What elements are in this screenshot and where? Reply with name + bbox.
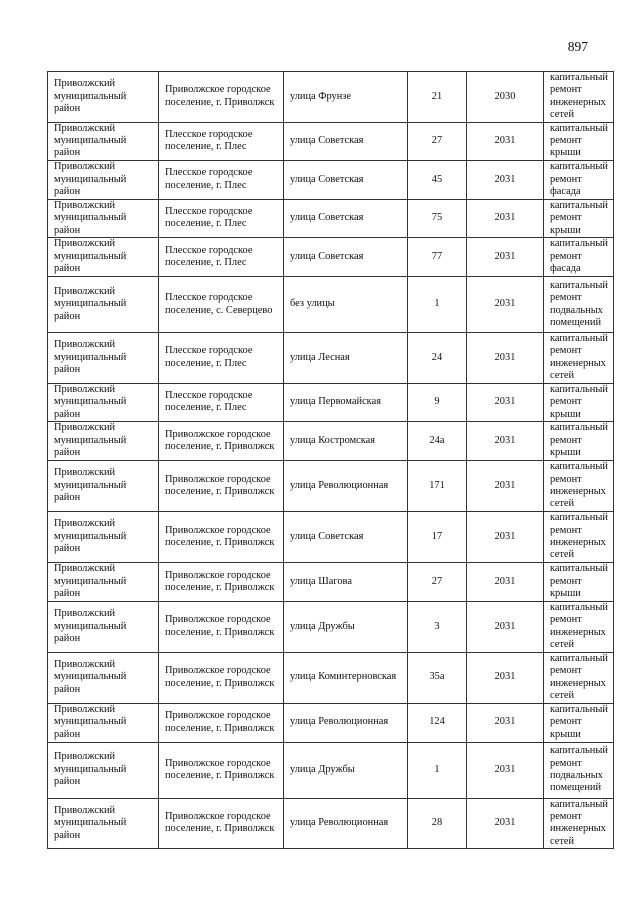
district-cell: Приволжский муниципальный район — [48, 333, 159, 384]
street-cell: улица Советская — [284, 160, 408, 199]
house-number-cell: 45 — [408, 160, 467, 199]
district-cell: Приволжский муниципальный район — [48, 511, 159, 562]
street-cell: улица Революционная — [284, 460, 408, 511]
house-number-cell: 1 — [408, 277, 467, 333]
house-number-cell: 3 — [408, 601, 467, 652]
house-number-cell: 171 — [408, 460, 467, 511]
year-cell: 2031 — [467, 742, 544, 798]
house-number-cell: 24 — [408, 333, 467, 384]
settlement-cell: Плесское городское поселение, г. Плес — [159, 199, 284, 237]
house-number-cell: 124 — [408, 703, 467, 742]
year-cell: 2031 — [467, 798, 544, 849]
year-cell: 2031 — [467, 703, 544, 742]
year-cell: 2031 — [467, 277, 544, 333]
work-type-cell: капитальный ремонт фасада — [544, 160, 614, 199]
settlement-cell: Приволжское городское поселение, г. Приволжск — [159, 511, 284, 562]
house-number-cell: 1 — [408, 742, 467, 798]
table-row — [48, 798, 614, 849]
settlement-cell: Приволжское городское поселение, г. Приволжск — [159, 460, 284, 511]
table-body — [48, 72, 614, 849]
table-row — [48, 742, 614, 798]
year-cell: 2031 — [467, 652, 544, 703]
year-cell: 2031 — [467, 122, 544, 160]
street-cell: улица Фрунзе — [284, 72, 408, 123]
work-type-cell: капитальный ремонт подвальных помещений — [544, 742, 614, 798]
work-type-cell: капитальный ремонт подвальных помещений — [544, 277, 614, 333]
house-number-cell: 27 — [408, 562, 467, 601]
settlement-cell: Приволжское городское поселение, г. Приволжск — [159, 652, 284, 703]
table-row — [48, 421, 614, 460]
settlement-cell: Плесское городское поселение, г. Плес — [159, 333, 284, 384]
district-cell: Приволжский муниципальный район — [48, 277, 159, 333]
settlement-cell: Приволжское городское поселение, г. Приволжск — [159, 601, 284, 652]
district-cell: Приволжский муниципальный район — [48, 160, 159, 199]
work-type-cell: капитальный ремонт инженерных сетей — [544, 798, 614, 849]
street-cell: улица Советская — [284, 511, 408, 562]
settlement-cell: Плесское городское поселение, г. Плес — [159, 160, 284, 199]
table-row — [48, 562, 614, 601]
district-cell: Приволжский муниципальный район — [48, 238, 159, 277]
district-cell: Приволжский муниципальный район — [48, 383, 159, 421]
district-cell: Приволжский муниципальный район — [48, 122, 159, 160]
work-type-cell: капитальный ремонт фасада — [544, 238, 614, 277]
street-cell: без улицы — [284, 277, 408, 333]
house-number-cell: 75 — [408, 199, 467, 237]
year-cell: 2031 — [467, 160, 544, 199]
district-cell: Приволжский муниципальный район — [48, 703, 159, 742]
table-row — [48, 199, 614, 237]
district-cell: Приволжский муниципальный район — [48, 72, 159, 123]
settlement-cell: Приволжское городское поселение, г. Приволжск — [159, 798, 284, 849]
settlement-cell: Плесское городское поселение, г. Плес — [159, 122, 284, 160]
work-type-cell: капитальный ремонт инженерных сетей — [544, 460, 614, 511]
street-cell: улица Советская — [284, 122, 408, 160]
street-cell: улица Шагова — [284, 562, 408, 601]
street-cell: улица Лесная — [284, 333, 408, 384]
year-cell: 2031 — [467, 333, 544, 384]
street-cell: улица Революционная — [284, 798, 408, 849]
settlement-cell: Приволжское городское поселение, г. Приволжск — [159, 421, 284, 460]
table-row — [48, 160, 614, 199]
year-cell: 2031 — [467, 601, 544, 652]
page-number: 897 — [567, 39, 588, 54]
district-cell: Приволжский муниципальный район — [48, 798, 159, 849]
street-cell: улица Коминтерновская — [284, 652, 408, 703]
settlement-cell: Приволжское городское поселение, г. Приволжск — [159, 742, 284, 798]
table-row — [48, 122, 614, 160]
work-type-cell: капитальный ремонт крыши — [544, 421, 614, 460]
street-cell: улица Революционная — [284, 703, 408, 742]
year-cell: 2031 — [467, 383, 544, 421]
work-type-cell: капитальный ремонт инженерных сетей — [544, 511, 614, 562]
settlement-cell: Приволжское городское поселение, г. Приволжск — [159, 72, 284, 123]
work-type-cell: капитальный ремонт крыши — [544, 122, 614, 160]
house-number-cell: 77 — [408, 238, 467, 277]
table-row — [48, 601, 614, 652]
table-row — [48, 703, 614, 742]
repair-schedule-table — [47, 71, 614, 849]
house-number-cell: 21 — [408, 72, 467, 123]
table-row — [48, 460, 614, 511]
table-row — [48, 72, 614, 123]
district-cell: Приволжский муниципальный район — [48, 742, 159, 798]
table-row — [48, 511, 614, 562]
work-type-cell: капитальный ремонт крыши — [544, 383, 614, 421]
street-cell: улица Дружбы — [284, 742, 408, 798]
district-cell: Приволжский муниципальный район — [48, 460, 159, 511]
settlement-cell: Плесское городское поселение, г. Плес — [159, 238, 284, 277]
table-row — [48, 652, 614, 703]
table-row — [48, 333, 614, 384]
settlement-cell: Приволжское городское поселение, г. Приволжск — [159, 703, 284, 742]
year-cell: 2031 — [467, 199, 544, 237]
year-cell: 2031 — [467, 511, 544, 562]
work-type-cell: капитальный ремонт крыши — [544, 703, 614, 742]
district-cell: Приволжский муниципальный район — [48, 421, 159, 460]
work-type-cell: капитальный ремонт инженерных сетей — [544, 652, 614, 703]
street-cell: улица Первомайская — [284, 383, 408, 421]
year-cell: 2031 — [467, 562, 544, 601]
work-type-cell: капитальный ремонт крыши — [544, 562, 614, 601]
table-row — [48, 238, 614, 277]
street-cell: улица Советская — [284, 238, 408, 277]
work-type-cell: капитальный ремонт инженерных сетей — [544, 601, 614, 652]
district-cell: Приволжский муниципальный район — [48, 199, 159, 237]
house-number-cell: 28 — [408, 798, 467, 849]
district-cell: Приволжский муниципальный район — [48, 652, 159, 703]
work-type-cell: капитальный ремонт крыши — [544, 199, 614, 237]
settlement-cell: Приволжское городское поселение, г. Приволжск — [159, 562, 284, 601]
work-type-cell: капитальный ремонт инженерных сетей — [544, 333, 614, 384]
table-row — [48, 277, 614, 333]
house-number-cell: 9 — [408, 383, 467, 421]
year-cell: 2031 — [467, 421, 544, 460]
district-cell: Приволжский муниципальный район — [48, 562, 159, 601]
year-cell: 2030 — [467, 72, 544, 123]
house-number-cell: 24а — [408, 421, 467, 460]
settlement-cell: Плесское городское поселение, с. Северцево — [159, 277, 284, 333]
street-cell: улица Дружбы — [284, 601, 408, 652]
street-cell: улица Советская — [284, 199, 408, 237]
year-cell: 2031 — [467, 460, 544, 511]
house-number-cell: 27 — [408, 122, 467, 160]
house-number-cell: 35а — [408, 652, 467, 703]
settlement-cell: Плесское городское поселение, г. Плес — [159, 383, 284, 421]
table-row — [48, 383, 614, 421]
work-type-cell: капитальный ремонт инженерных сетей — [544, 72, 614, 123]
house-number-cell: 17 — [408, 511, 467, 562]
street-cell: улица Костромская — [284, 421, 408, 460]
district-cell: Приволжский муниципальный район — [48, 601, 159, 652]
year-cell: 2031 — [467, 238, 544, 277]
